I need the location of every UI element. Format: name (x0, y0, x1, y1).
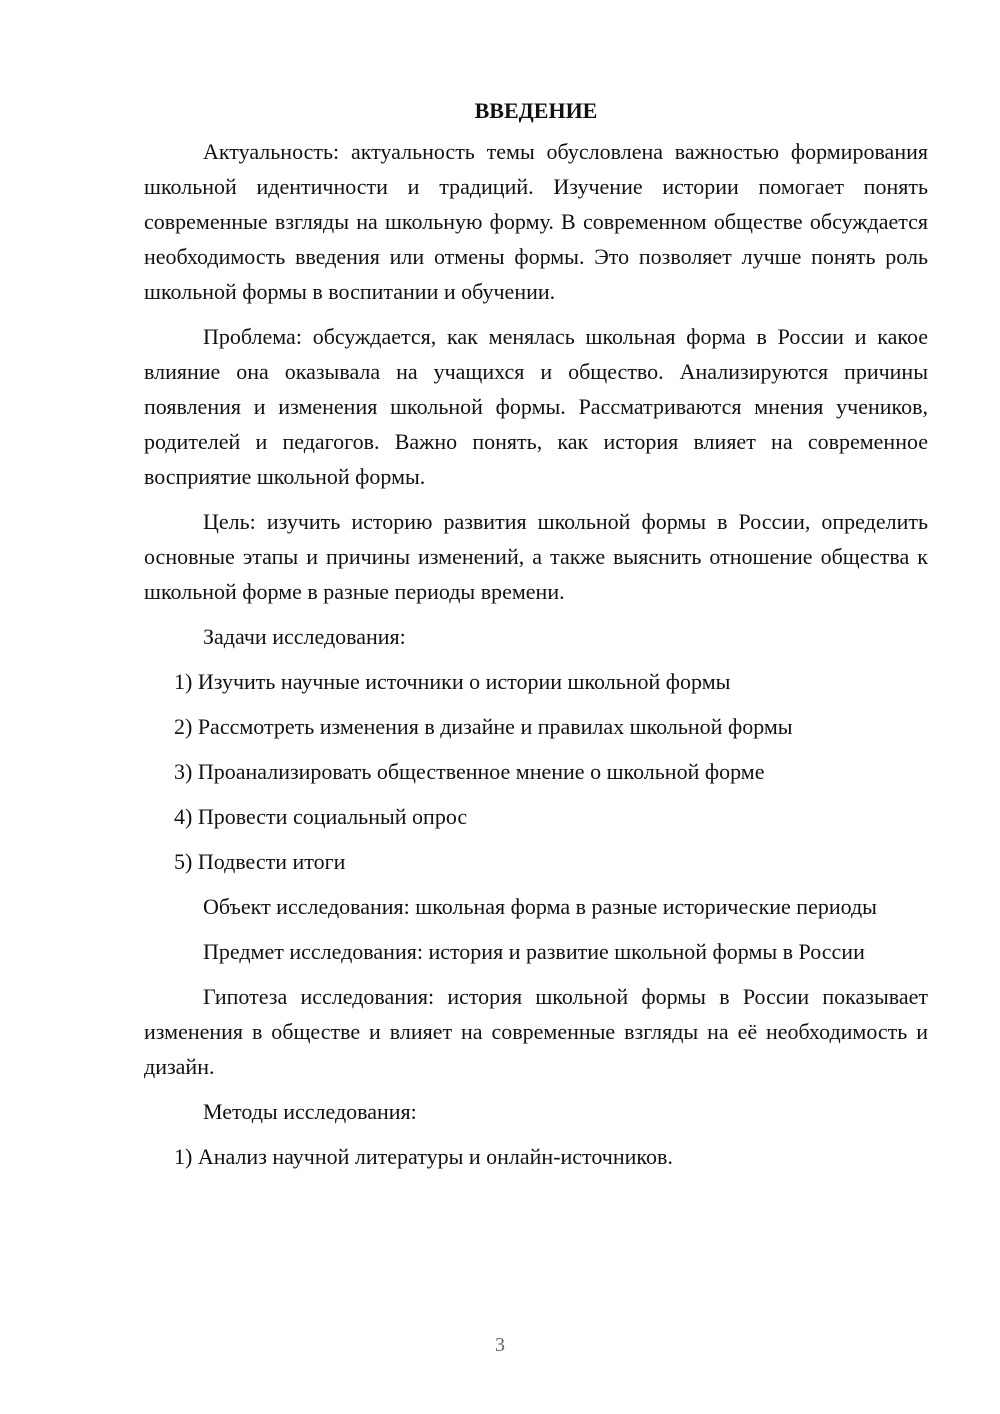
page-number: 3 (495, 1334, 505, 1356)
document-page (144, 96, 928, 1184)
tasks-list (144, 664, 928, 879)
subject-paragraph: Предмет исследования: история и развитие школьной формы в России (203, 939, 865, 964)
methods-title: Методы исследования: (203, 1099, 417, 1124)
task-item: 2) Рассмотреть изменения в дизайне и правилах школьной формы (174, 714, 793, 739)
section-heading: ВВЕДЕНИЕ (474, 98, 598, 123)
method-item: 1) Анализ научной литературы и онлайн-источников. (174, 1144, 673, 1169)
methods-list (144, 1139, 928, 1174)
object-paragraph: Объект исследования: школьная форма в разные исторические периоды (203, 894, 877, 919)
task-item: 3) Проанализировать общественное мнение о школьной форме (174, 759, 765, 784)
goal-paragraph: Цель: изучить историю развития школьной формы в России, определить основные этапы и причины изменений, а также выяснить отношение общества к школьной форме в разные периоды времени. (144, 509, 928, 604)
relevance-paragraph: Актуальность: актуальность темы обусловлена важностью формирования школьной идентичности и традиций. Изучение истории помогает понять современные взгляды на школьную форму. В современном обществе обсуждается необходимость введения или отмены формы. Это позволяет лучше понять роль школьной формы в воспитании и обучении. (144, 139, 928, 304)
hypothesis-paragraph: Гипотеза исследования: история школьной формы в России показывает изменения в обществе и влияет на современные взгляды на её необходимость и дизайн. (144, 984, 928, 1079)
problem-paragraph: Проблема: обсуждается, как менялась школьная форма в России и какое влияние она оказывала на учащихся и общество. Анализируются причины появления и изменения школьной формы. Рассматриваются мнения учеников, родителей и педагогов. Важно понять, как история влияет на современное восприятие школьной формы. (144, 324, 928, 489)
task-item: 5) Подвести итоги (174, 849, 346, 874)
task-item: 1) Изучить научные источники о истории школьной формы (174, 669, 731, 694)
task-item: 4) Провести социальный опрос (174, 804, 468, 829)
tasks-title: Задачи исследования: (203, 624, 406, 649)
